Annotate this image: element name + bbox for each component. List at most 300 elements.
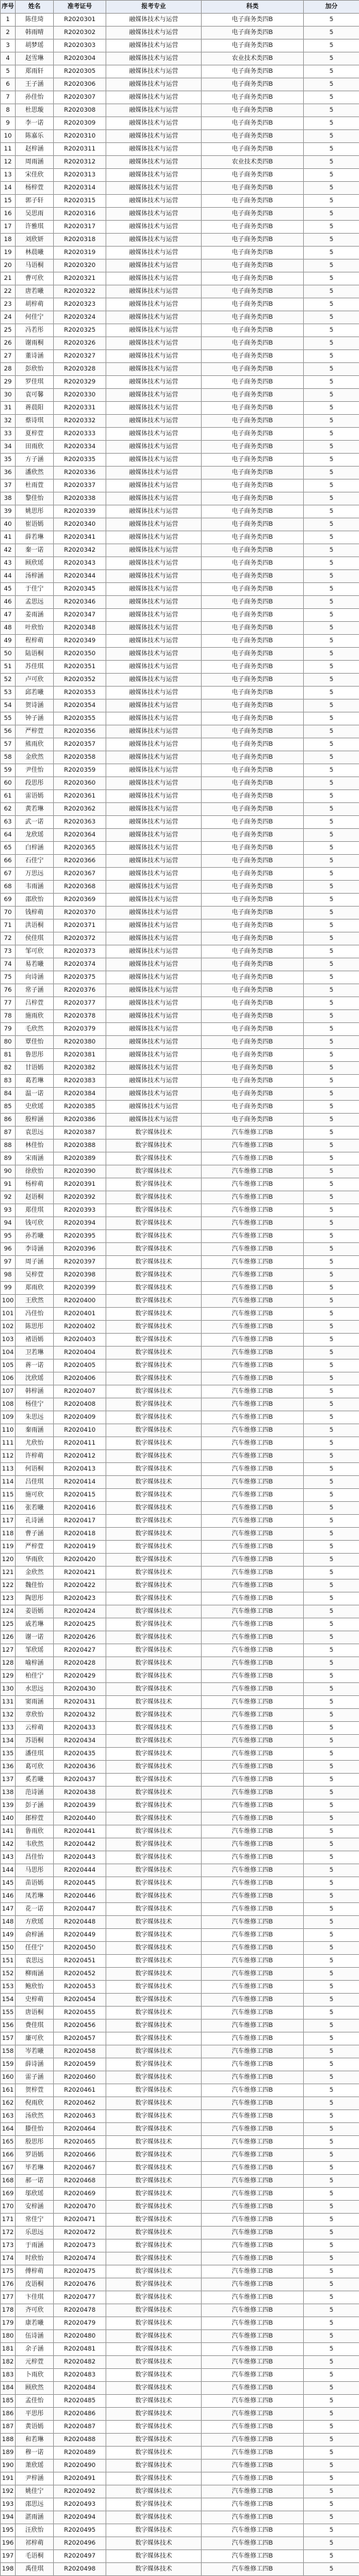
table-row — [1, 1178, 359, 1191]
table-row — [1, 2408, 359, 2421]
cell-index: 53 — [1, 687, 16, 700]
table-row — [1, 1631, 359, 1644]
cell-category: 电子商务类四B — [202, 544, 304, 557]
cell-category: 电子商务类四B — [202, 596, 304, 609]
cell-bonus: 5 — [304, 2032, 359, 2045]
table-row — [1, 1191, 359, 1204]
cell-bonus: 5 — [304, 2240, 359, 2252]
cell-ticket-number: R2020380 — [54, 1036, 106, 1049]
table-row — [1, 1554, 359, 1567]
cell-index: 58 — [1, 751, 16, 764]
cell-ticket-number: R2020331 — [54, 402, 106, 415]
cell-bonus: 5 — [304, 143, 359, 156]
cell-major: 融媒体技术与运营 — [106, 803, 202, 816]
cell-bonus: 5 — [304, 1230, 359, 1243]
cell-category: 汽车维修工四B — [202, 1450, 304, 1463]
cell-name: 苏语桐 — [16, 1735, 54, 1748]
cell-name: 柏佳宁 — [16, 1670, 54, 1683]
cell-ticket-number: R2020456 — [54, 2020, 106, 2032]
table-row — [1, 1256, 359, 1269]
cell-category: 电子商务类四B — [202, 829, 304, 842]
cell-index: 160 — [1, 2071, 16, 2084]
cell-ticket-number: R2020313 — [54, 169, 106, 182]
cell-index: 100 — [1, 1295, 16, 1308]
cell-bonus: 5 — [304, 1851, 359, 1864]
cell-category: 电子商务类四B — [202, 65, 304, 78]
cell-major: 数字媒体技术 — [106, 1851, 202, 1864]
cell-major: 数字媒体技术 — [106, 2330, 202, 2343]
cell-category: 汽车维修工四B — [202, 1787, 304, 1800]
cell-index: 183 — [1, 2369, 16, 2382]
cell-ticket-number: R2020466 — [54, 2149, 106, 2162]
cell-index: 97 — [1, 1256, 16, 1269]
cell-category: 汽车维修工四B — [202, 2382, 304, 2395]
cell-bonus: 5 — [304, 1929, 359, 1942]
cell-index: 77 — [1, 997, 16, 1010]
cell-index: 81 — [1, 1049, 16, 1062]
cell-category: 汽车维修工四B — [202, 1981, 304, 1994]
cell-name: 姚思彤 — [16, 505, 54, 518]
cell-name: 卞佳琪 — [16, 2291, 54, 2304]
table-row — [1, 687, 359, 700]
table-row — [1, 1515, 359, 1528]
cell-bonus: 5 — [304, 1036, 359, 1049]
cell-category: 汽车维修工四B — [202, 1334, 304, 1347]
cell-category: 电子商务类四B — [202, 855, 304, 868]
cell-name: 潘欣然 — [16, 467, 54, 480]
cell-name: 孙佳怡 — [16, 91, 54, 104]
cell-name: 康若曦 — [16, 2317, 54, 2330]
cell-category: 电子商务类四B — [202, 40, 304, 52]
cell-bonus: 5 — [304, 881, 359, 894]
table-row — [1, 803, 359, 816]
cell-category: 汽车维修工四B — [202, 1282, 304, 1295]
cell-major: 融媒体技术与运营 — [106, 208, 202, 221]
cell-category: 电子商务类四B — [202, 1101, 304, 1114]
cell-bonus: 5 — [304, 945, 359, 958]
cell-bonus: 5 — [304, 1385, 359, 1398]
cell-ticket-number: R2020494 — [54, 2511, 106, 2524]
table-row — [1, 1217, 359, 1230]
cell-ticket-number: R2020308 — [54, 104, 106, 117]
cell-ticket-number: R2020484 — [54, 2382, 106, 2395]
cell-ticket-number: R2020396 — [54, 1243, 106, 1256]
table-row — [1, 1618, 359, 1631]
cell-ticket-number: R2020417 — [54, 1515, 106, 1528]
cell-index: 112 — [1, 1450, 16, 1463]
cell-major: 数字媒体技术 — [106, 1282, 202, 1295]
table-row — [1, 272, 359, 285]
cell-major: 数字媒体技术 — [106, 2188, 202, 2201]
cell-category: 汽车维修工四B — [202, 2304, 304, 2317]
table-row — [1, 932, 359, 945]
cell-ticket-number: R2020366 — [54, 855, 106, 868]
cell-ticket-number: R2020425 — [54, 1618, 106, 1631]
cell-index: 60 — [1, 777, 16, 790]
cell-ticket-number: R2020448 — [54, 1916, 106, 1929]
table-row — [1, 1165, 359, 1178]
cell-major: 数字媒体技术 — [106, 1877, 202, 1890]
cell-major: 数字媒体技术 — [106, 1321, 202, 1334]
cell-ticket-number: R2020312 — [54, 156, 106, 169]
cell-bonus: 5 — [304, 2485, 359, 2498]
cell-index: 197 — [1, 2550, 16, 2563]
cell-major: 数字媒体技术 — [106, 2343, 202, 2356]
cell-bonus: 5 — [304, 156, 359, 169]
cell-bonus: 5 — [304, 272, 359, 285]
cell-bonus: 5 — [304, 454, 359, 467]
cell-category: 汽车维修工四B — [202, 2188, 304, 2201]
cell-category: 电子商务类四B — [202, 285, 304, 298]
cell-major: 数字媒体技术 — [106, 2045, 202, 2058]
cell-name: 钟子涵 — [16, 712, 54, 725]
cell-name: 邱若曦 — [16, 687, 54, 700]
table-row — [1, 285, 359, 298]
cell-name: 叶欣怡 — [16, 622, 54, 635]
cell-bonus: 5 — [304, 1114, 359, 1127]
cell-major: 数字媒体技术 — [106, 1308, 202, 1321]
cell-index: 102 — [1, 1321, 16, 1334]
cell-major: 融媒体技术与运营 — [106, 648, 202, 661]
cell-index: 180 — [1, 2330, 16, 2343]
cell-category: 汽车维修工四B — [202, 2511, 304, 2524]
cell-category: 汽车维修工四B — [202, 1437, 304, 1450]
cell-ticket-number: R2020405 — [54, 1360, 106, 1372]
cell-index: 29 — [1, 376, 16, 389]
cell-bonus: 5 — [304, 1437, 359, 1450]
cell-major: 数字媒体技术 — [106, 2421, 202, 2434]
cell-major: 数字媒体技术 — [106, 1761, 202, 1774]
cell-major: 数字媒体技术 — [106, 1243, 202, 1256]
cell-ticket-number: R2020316 — [54, 208, 106, 221]
cell-bonus: 5 — [304, 1890, 359, 1903]
cell-ticket-number: R2020492 — [54, 2485, 106, 2498]
cell-category: 电子商务类四B — [202, 441, 304, 454]
cell-major: 数字媒体技术 — [106, 1463, 202, 1476]
cell-ticket-number: R2020461 — [54, 2084, 106, 2097]
cell-category: 汽车维修工四B — [202, 2084, 304, 2097]
table-row — [1, 1916, 359, 1929]
cell-name: 汤梓涵 — [16, 570, 54, 583]
cell-category: 汽车维修工四B — [202, 2421, 304, 2434]
table-row — [1, 130, 359, 143]
cell-bonus: 5 — [304, 751, 359, 764]
table-row — [1, 311, 359, 324]
cell-major: 数字媒体技术 — [106, 2136, 202, 2149]
cell-ticket-number: R2020302 — [54, 27, 106, 40]
cell-index: 198 — [1, 2563, 16, 2576]
cell-ticket-number: R2020409 — [54, 1411, 106, 1424]
cell-major: 融媒体技术与运营 — [106, 480, 202, 492]
cell-index: 130 — [1, 1683, 16, 1696]
cell-name: 柳雨涵 — [16, 1968, 54, 1981]
cell-major: 融媒体技术与运营 — [106, 997, 202, 1010]
cell-major: 数字媒体技术 — [106, 2485, 202, 2498]
table-row — [1, 958, 359, 971]
cell-major: 数字媒体技术 — [106, 1372, 202, 1385]
cell-bonus: 5 — [304, 1670, 359, 1683]
cell-ticket-number: R2020418 — [54, 1528, 106, 1541]
table-row — [1, 1903, 359, 1916]
cell-major: 融媒体技术与运营 — [106, 324, 202, 337]
cell-ticket-number: R2020345 — [54, 583, 106, 596]
cell-index: 153 — [1, 1981, 16, 1994]
table-row — [1, 247, 359, 260]
cell-name: 邹可欣 — [16, 945, 54, 958]
cell-index: 195 — [1, 2524, 16, 2537]
table-row — [1, 596, 359, 609]
cell-category: 汽车维修工四B — [202, 1217, 304, 1230]
table-row — [1, 2071, 359, 2084]
cell-bonus: 5 — [304, 1567, 359, 1580]
cell-index: 22 — [1, 285, 16, 298]
cell-ticket-number: R2020355 — [54, 712, 106, 725]
table-row — [1, 920, 359, 932]
cell-name: 鲍欣怡 — [16, 1981, 54, 1994]
cell-bonus: 5 — [304, 1696, 359, 1709]
cell-ticket-number: R2020460 — [54, 2071, 106, 2084]
cell-major: 数字媒体技术 — [106, 2278, 202, 2291]
cell-name: 华雨欣 — [16, 1554, 54, 1567]
cell-name: 朱思远 — [16, 1411, 54, 1424]
cell-name: 葛若琳 — [16, 1075, 54, 1088]
cell-major: 数字媒体技术 — [106, 1955, 202, 1968]
table-row — [1, 1696, 359, 1709]
cell-index: 178 — [1, 2304, 16, 2317]
cell-bonus: 5 — [304, 2227, 359, 2240]
cell-name: 秦雨涵 — [16, 1424, 54, 1437]
cell-bonus: 5 — [304, 1735, 359, 1748]
cell-name: 殷梓涵 — [16, 1114, 54, 1127]
cell-ticket-number: R2020322 — [54, 285, 106, 298]
cell-ticket-number: R2020440 — [54, 1812, 106, 1825]
header-category: 科类 — [202, 1, 304, 14]
cell-major: 融媒体技术与运营 — [106, 130, 202, 143]
cell-bonus: 5 — [304, 2201, 359, 2214]
cell-index: 80 — [1, 1036, 16, 1049]
cell-name: 云梓萌 — [16, 1722, 54, 1735]
cell-category: 汽车维修工四B — [202, 2007, 304, 2020]
cell-name: 曹子涵 — [16, 1528, 54, 1541]
table-row — [1, 816, 359, 829]
cell-index: 35 — [1, 454, 16, 467]
cell-bonus: 5 — [304, 1631, 359, 1644]
cell-bonus: 5 — [304, 997, 359, 1010]
cell-index: 49 — [1, 635, 16, 648]
cell-major: 数字媒体技术 — [106, 1411, 202, 1424]
cell-major: 数字媒体技术 — [106, 2291, 202, 2304]
cell-index: 192 — [1, 2485, 16, 2498]
cell-major: 数字媒体技术 — [106, 1437, 202, 1450]
cell-major: 融媒体技术与运营 — [106, 816, 202, 829]
cell-name: 陶思彤 — [16, 1592, 54, 1605]
cell-category: 汽车维修工四B — [202, 1903, 304, 1916]
cell-major: 数字媒体技术 — [106, 2084, 202, 2097]
cell-category: 汽车维修工四B — [202, 2408, 304, 2421]
table-row — [1, 855, 359, 868]
table-row — [1, 907, 359, 920]
cell-bonus: 5 — [304, 182, 359, 195]
cell-ticket-number: R2020454 — [54, 1994, 106, 2007]
cell-ticket-number: R2020487 — [54, 2421, 106, 2434]
table-row — [1, 2382, 359, 2395]
table-row — [1, 894, 359, 907]
cell-index: 127 — [1, 1644, 16, 1657]
cell-bonus: 5 — [304, 2524, 359, 2537]
cell-category: 电子商务类四B — [202, 1023, 304, 1036]
cell-ticket-number: R2020472 — [54, 2227, 106, 2240]
cell-bonus: 5 — [304, 65, 359, 78]
cell-name: 龙欣瑶 — [16, 829, 54, 842]
cell-major: 融媒体技术与运营 — [106, 311, 202, 324]
cell-bonus: 5 — [304, 1217, 359, 1230]
cell-ticket-number: R2020413 — [54, 1463, 106, 1476]
table-row — [1, 997, 359, 1010]
table-row — [1, 2330, 359, 2343]
cell-major: 数字媒体技术 — [106, 1256, 202, 1269]
cell-category: 汽车维修工四B — [202, 1618, 304, 1631]
cell-major: 数字媒体技术 — [106, 2447, 202, 2460]
cell-index: 73 — [1, 945, 16, 958]
cell-category: 汽车维修工四B — [202, 1838, 304, 1851]
cell-category: 电子商务类四B — [202, 932, 304, 945]
table-row — [1, 1657, 359, 1670]
cell-bonus: 5 — [304, 1787, 359, 1800]
cell-index: 30 — [1, 389, 16, 402]
cell-bonus: 5 — [304, 1877, 359, 1890]
cell-index: 147 — [1, 1903, 16, 1916]
cell-category: 汽车维修工四B — [202, 1631, 304, 1644]
cell-index: 132 — [1, 1709, 16, 1722]
cell-bonus: 5 — [304, 2343, 359, 2356]
cell-bonus: 5 — [304, 868, 359, 881]
cell-major: 数字媒体技术 — [106, 2317, 202, 2330]
cell-category: 汽车维修工四B — [202, 1502, 304, 1515]
cell-bonus: 5 — [304, 2162, 359, 2175]
cell-index: 116 — [1, 1502, 16, 1515]
cell-major: 融媒体技术与运营 — [106, 531, 202, 544]
cell-name: 湛雨涵 — [16, 2511, 54, 2524]
cell-index: 98 — [1, 1269, 16, 1282]
cell-major: 融媒体技术与运营 — [106, 609, 202, 622]
cell-bonus: 5 — [304, 1825, 359, 1838]
cell-bonus: 5 — [304, 492, 359, 505]
cell-name: 周雨涵 — [16, 156, 54, 169]
cell-category: 电子商务类四B — [202, 324, 304, 337]
cell-category: 汽车维修工四B — [202, 1644, 304, 1657]
cell-category: 汽车维修工四B — [202, 2123, 304, 2136]
table-row — [1, 764, 359, 777]
cell-bonus: 5 — [304, 428, 359, 441]
cell-category: 汽车维修工四B — [202, 1605, 304, 1618]
cell-major: 融媒体技术与运营 — [106, 881, 202, 894]
cell-bonus: 5 — [304, 1243, 359, 1256]
cell-name: 花一诺 — [16, 1903, 54, 1916]
cell-bonus: 5 — [304, 518, 359, 531]
cell-major: 数字媒体技术 — [106, 2524, 202, 2537]
cell-name: 韦雨涵 — [16, 881, 54, 894]
table-row — [1, 2537, 359, 2550]
cell-bonus: 5 — [304, 480, 359, 492]
cell-major: 融媒体技术与运营 — [106, 583, 202, 596]
cell-category: 汽车维修工四B — [202, 1851, 304, 1864]
cell-ticket-number: R2020423 — [54, 1592, 106, 1605]
cell-bonus: 5 — [304, 441, 359, 454]
cell-name: 陈思彤 — [16, 1321, 54, 1334]
cell-index: 26 — [1, 337, 16, 350]
cell-index: 46 — [1, 596, 16, 609]
cell-major: 融媒体技术与运营 — [106, 467, 202, 480]
table-row — [1, 1838, 359, 1851]
cell-bonus: 5 — [304, 350, 359, 363]
cell-major: 数字媒体技术 — [106, 1347, 202, 1360]
cell-index: 66 — [1, 855, 16, 868]
cell-name: 杨佳宁 — [16, 1398, 54, 1411]
cell-index: 55 — [1, 712, 16, 725]
cell-ticket-number: R2020488 — [54, 2434, 106, 2447]
cell-index: 65 — [1, 842, 16, 855]
cell-bonus: 5 — [304, 855, 359, 868]
cell-name: 段思彤 — [16, 777, 54, 790]
cell-major: 融媒体技术与运营 — [106, 700, 202, 712]
cell-name: 薛诗涵 — [16, 2058, 54, 2071]
cell-name: 严梓萱 — [16, 1541, 54, 1554]
cell-major: 融媒体技术与运营 — [106, 945, 202, 958]
cell-ticket-number: R2020389 — [54, 1152, 106, 1165]
cell-category: 汽车维修工四B — [202, 1308, 304, 1321]
table-row — [1, 790, 359, 803]
cell-name: 尤欣怡 — [16, 1437, 54, 1450]
cell-bonus: 5 — [304, 2252, 359, 2265]
cell-category: 汽车维修工四B — [202, 2330, 304, 2343]
cell-bonus: 5 — [304, 1800, 359, 1812]
cell-index: 59 — [1, 764, 16, 777]
cell-index: 63 — [1, 816, 16, 829]
cell-ticket-number: R2020330 — [54, 389, 106, 402]
cell-bonus: 5 — [304, 130, 359, 143]
table-row — [1, 117, 359, 130]
table-row — [1, 738, 359, 751]
cell-index: 85 — [1, 1101, 16, 1114]
table-row — [1, 1334, 359, 1347]
cell-ticket-number: R2020457 — [54, 2032, 106, 2045]
table-row — [1, 1398, 359, 1411]
cell-ticket-number: R2020435 — [54, 1748, 106, 1761]
cell-major: 数字媒体技术 — [106, 2563, 202, 2576]
cell-ticket-number: R2020328 — [54, 363, 106, 376]
cell-category: 电子商务类四B — [202, 14, 304, 27]
cell-name: 元梓萱 — [16, 2356, 54, 2369]
cell-index: 136 — [1, 1761, 16, 1774]
table-row — [1, 389, 359, 402]
table-row — [1, 2265, 359, 2278]
cell-ticket-number: R2020483 — [54, 2369, 106, 2382]
cell-major: 融媒体技术与运营 — [106, 363, 202, 376]
table-row — [1, 1800, 359, 1812]
cell-major: 融媒体技术与运营 — [106, 182, 202, 195]
cell-name: 孟佳怡 — [16, 2395, 54, 2408]
table-row — [1, 1774, 359, 1787]
cell-category: 汽车维修工四B — [202, 2369, 304, 2382]
table-row — [1, 1243, 359, 1256]
cell-major: 数字媒体技术 — [106, 1295, 202, 1308]
table-row — [1, 2485, 359, 2498]
cell-ticket-number: R2020447 — [54, 1903, 106, 1916]
cell-name: 喻梓涵 — [16, 1657, 54, 1670]
cell-ticket-number: R2020339 — [54, 505, 106, 518]
cell-category: 电子商务类四B — [202, 454, 304, 467]
cell-index: 156 — [1, 2020, 16, 2032]
